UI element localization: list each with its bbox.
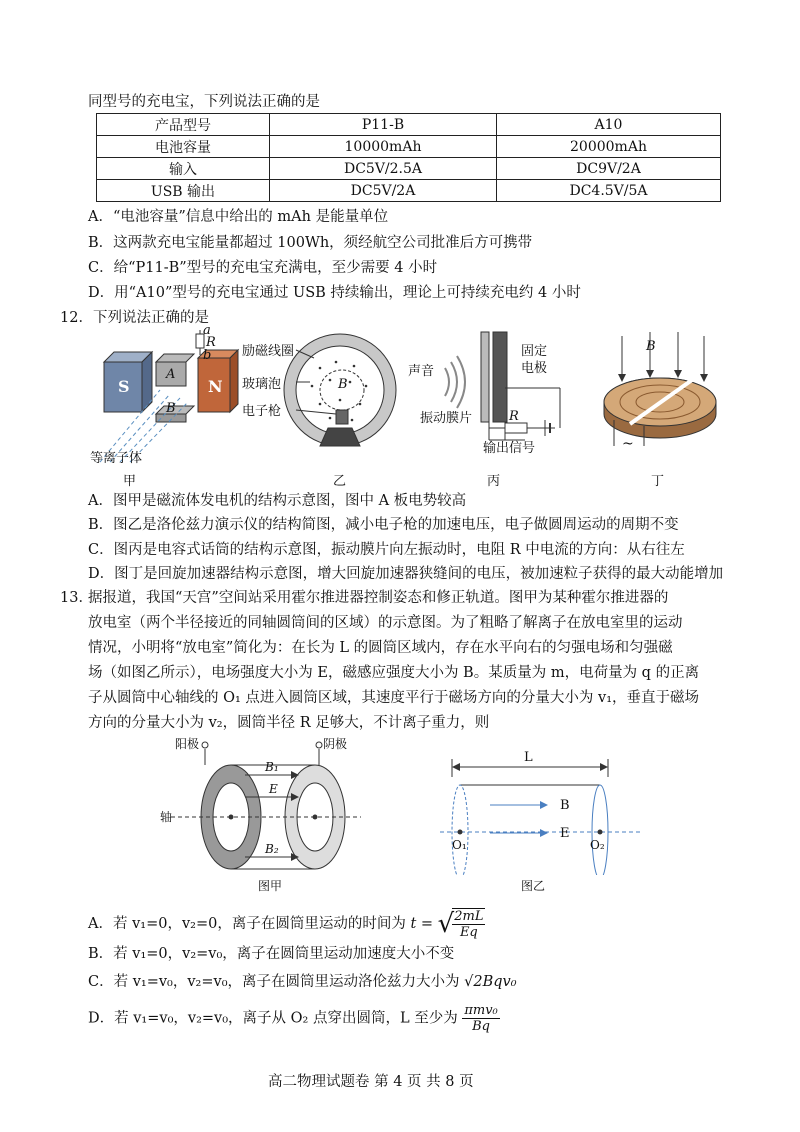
q12-option-d: D．图丁是回旋加速器结构示意图，增大回旋加速器狭缝间的电压，被加速粒子获得的最大动能增加 (88, 566, 724, 582)
table-cell: A10 (497, 114, 721, 136)
q11-intro: 同型号的充电宝，下列说法正确的是 (88, 94, 320, 110)
q13-option-a (88, 908, 485, 940)
label-axis: 轴 (160, 810, 173, 824)
label-plate-a: A (166, 367, 176, 382)
sqrt-expression: √ $\frac{2mL}{Eq}$ (437, 909, 484, 940)
table-cell: 产品型号 (97, 114, 270, 136)
figure-cyclotron (600, 328, 720, 468)
table-cell: DC9V/2A (497, 158, 721, 180)
label-cathode: 阴极 (323, 737, 348, 751)
q11-option-b: B．这两款充电宝能量都超过 100Wh，须经航空公司批准后方可携带 (88, 235, 533, 251)
q13-line: 据报道，我国“天宫”空间站采用霍尔推进器控制姿态和修正轨道。图甲为某种霍尔推进器的 (88, 590, 669, 606)
figure-hall-thruster (165, 735, 365, 880)
table-cell: 10000mAh (270, 136, 497, 158)
figure-ding-caption: 丁 (651, 474, 665, 489)
q13-line: 方向的分量大小为 v₂，圆筒半径 R 足够大，不计离子重力，则 (88, 715, 490, 731)
label-b1: B₁ (265, 760, 279, 774)
q13-number: 13． (60, 590, 93, 606)
table-cell: DC4.5V/5A (497, 180, 721, 202)
table-row (97, 158, 721, 180)
label-s: S (118, 377, 130, 396)
table-row (97, 136, 721, 158)
q13-option-b: B．若 v₁=0，v₂=v₀，离子在圆筒里运动加速度大小不变 (88, 946, 455, 962)
frac-numerator: πmv₀ (464, 1003, 498, 1018)
q13-option-c (88, 972, 517, 992)
figure-jia-caption: 甲 (123, 474, 137, 489)
q13-option-d (88, 1003, 500, 1034)
label-electron-gun: 电子枪 (242, 404, 282, 419)
q12-option-c: C．图丙是电容式话筒的结构示意图，振动膜片向左振动时，电阻 R 中电流的方向：从右往左 (88, 542, 685, 558)
q13-option-a-text: A．若 v₁=0，v₂=0，离子在圆筒里运动的时间为 (88, 916, 406, 932)
label-bulb: 玻璃泡 (242, 377, 282, 392)
table-row (97, 180, 721, 202)
label-b-cyclotron: B (646, 339, 656, 354)
label-l: L (524, 750, 533, 765)
label-b2: B₂ (265, 842, 279, 856)
label-coil: 励磁线圈 (242, 344, 295, 359)
label-b-yi: B (560, 798, 570, 813)
q13-line: 场（如图乙所示），电场强度大小为 E，磁感应强度大小为 B。某质量为 m，电荷量为 q 的正离 (88, 665, 700, 681)
label-b: b (203, 348, 212, 363)
table-cell: USB 输出 (97, 180, 270, 202)
figure-cylinder-model (440, 745, 660, 875)
label-anode: 阳极 (175, 737, 200, 751)
table-header-row (97, 114, 721, 136)
q11-option-a: A．“电池容量”信息中给出的 mAh 是能量单位 (88, 209, 389, 225)
figure-bing-caption: 丙 (487, 474, 501, 489)
label-e-yi: E (560, 826, 570, 841)
q13-line: 子从圆筒中心轴线的 O₁ 点进入圆筒区域，其速度平行于磁场方向的分量大小为 v₁，垂直于磁场 (88, 690, 700, 706)
q13-line: 情况，小明将“放电室”简化为：在长为 L 的圆筒区域内，存在水平向右的匀强电场和匀强磁 (88, 640, 673, 656)
frac-denominator: Eq (459, 925, 478, 940)
label-membrane: 振动膜片 (420, 411, 473, 426)
label-plasma: 等离子体 (90, 451, 143, 466)
table-cell: DC5V/2.5A (270, 158, 497, 180)
figure-yi-caption: 乙 (333, 474, 347, 489)
label-o1: O₁ (452, 838, 467, 852)
ac-source-icon: ~ (622, 436, 634, 452)
label-r-bing: R (509, 409, 519, 424)
q13-option-c-text: C．若 v₁=v₀，v₂=v₀，离子在圆筒里运动洛伦兹力大小为 (88, 974, 460, 990)
label-output-signal: 输出信号 (483, 441, 536, 456)
q13-option-a-lhs: t = (410, 916, 434, 932)
q13-option-c-expr: √2Bqv₀ (464, 974, 517, 990)
figure-tu-jia-caption: 图甲 (258, 879, 283, 893)
label-e-jia: E (269, 782, 278, 796)
label-plate-b: B (166, 401, 176, 416)
figure-tu-yi-caption: 图乙 (521, 879, 546, 893)
table-cell: 电池容量 (97, 136, 270, 158)
charger-spec-table (96, 113, 721, 202)
q13-line: 放电室（两个半径接近的同轴圆筒间的区域）的示意图。为了粗略了解离子在放电室里的运动 (88, 615, 683, 631)
label-n: N (208, 377, 223, 396)
q11-option-d: D．用“A10”型号的充电宝通过 USB 持续输出，理论上可持续充电约 4 小时 (88, 285, 581, 301)
label-r: R (206, 335, 216, 350)
fraction (462, 1003, 499, 1034)
frac-numerator: 2mL (454, 909, 484, 924)
q12-option-a: A．图甲是磁流体发电机的结构示意图，图中 A 板电势较高 (88, 493, 467, 509)
label-fixed: 固定 (521, 344, 548, 359)
table-cell: DC5V/2A (270, 180, 497, 202)
label-sound: 声音 (408, 364, 435, 379)
table-cell: P11-B (270, 114, 497, 136)
label-o2: O₂ (590, 838, 605, 852)
frac-denominator: Bq (472, 1019, 490, 1034)
page-footer: 高二物理试题卷 第 4 页 共 8 页 (268, 1074, 474, 1090)
q13-option-d-text: D．若 v₁=v₀，v₂=v₀，离子从 O₂ 点穿出圆筒，L 至少为 (88, 1010, 458, 1027)
q11-option-c: C．给“P11-B”型号的充电宝充满电，至少需要 4 小时 (88, 260, 438, 276)
table-cell: 20000mAh (497, 136, 721, 158)
q12-stem: 12．下列说法正确的是 (60, 310, 209, 326)
table-cell: 输入 (97, 158, 270, 180)
q12-option-b: B．图乙是洛伦兹力演示仪的结构简图，减小电子枪的加速电压，电子做圆周运动的周期不变 (88, 517, 679, 533)
label-b-field: B (338, 377, 348, 392)
label-a: a (203, 323, 211, 338)
label-electrode: 电极 (521, 361, 548, 376)
